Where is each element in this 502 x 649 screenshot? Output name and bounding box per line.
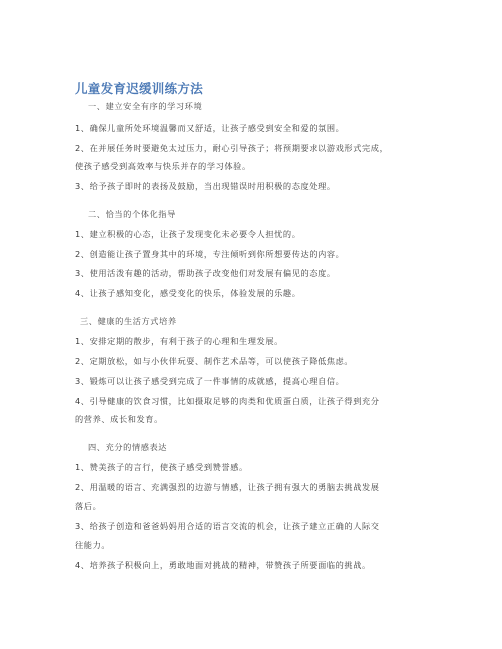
paragraph-line: 2、在并展任务时要避免太过压力，耐心引导孩子；将预期要求以游戏形式完成， xyxy=(75,143,389,153)
paragraph-line: 4、让孩子感知变化，感受变化的快乐，体验发展的乐趣。 xyxy=(75,288,301,298)
section-heading: 三、健康的生活方式培养 xyxy=(80,316,177,326)
paragraph-line: 3、锻炼可以让孩子感受到完成了一件事情的成就感，提高心理自信。 xyxy=(75,376,345,386)
section-heading: 二、恰当的个体化指导 xyxy=(88,209,176,219)
paragraph-line: 3、使用活泼有趣的活动，帮助孩子改变他们对发展有偏见的态度。 xyxy=(75,268,336,278)
paragraph-line: 2、用温暖的语言、充满强烈的边游与情感，让孩子拥有强大的勇脑去挑战发展 xyxy=(75,482,380,492)
paragraph-line: 1、确保儿童所处环境温馨而又舒适，让孩子感受到安全和爱的氛围。 xyxy=(75,123,345,133)
paragraph-line: 落后。 xyxy=(75,501,102,511)
paragraph-line: 1、赞美孩子的言行，使孩子感受到赞誉感。 xyxy=(75,462,248,472)
paragraph-line: 1、建立积极的心态，让孩子发现变化未必要令人担忧的。 xyxy=(75,229,301,239)
paragraph-line: 往能力。 xyxy=(75,540,111,550)
paragraph-line: 使孩子感受到高效率与快乐并存的学习体验。 xyxy=(75,161,251,171)
paragraph-line: 3、给孩子创造和爸爸妈妈用合适的语言交流的机会，让孩子建立正确的人际交 xyxy=(75,521,380,531)
paragraph-line: 的营养、成长和发育。 xyxy=(75,414,163,424)
section-heading: 一、建立安全有序的学习环境 xyxy=(88,101,203,111)
section-heading: 四、充分的情感表达 xyxy=(88,442,168,452)
paragraph-line: 4、引导健康的饮食习惯，比如摄取足够的肉类和优质蛋白质，让孩子得到充分 xyxy=(75,396,380,406)
paragraph-line: 2、创造能让孩子置身其中的环境，专注倾听到你所想要传达的内容。 xyxy=(75,249,345,259)
paragraph-line: 2、定期放松，如与小伙伴玩耍、制作艺术品等，可以使孩子降低焦虑。 xyxy=(75,356,354,366)
paragraph-line: 3、给予孩子即时的表扬及鼓励，当出现错误时用积极的态度处理。 xyxy=(75,181,336,191)
document-title: 儿童发育迟缓训练方法 xyxy=(75,81,204,96)
paragraph-line: 1、安排定期的散步，有利于孩子的心理和生理发展。 xyxy=(75,336,283,346)
paragraph-line: 4、培养孩子积极向上，勇敢地面对挑战的精神，带赞孩子所要面临的挑战。 xyxy=(75,560,371,570)
